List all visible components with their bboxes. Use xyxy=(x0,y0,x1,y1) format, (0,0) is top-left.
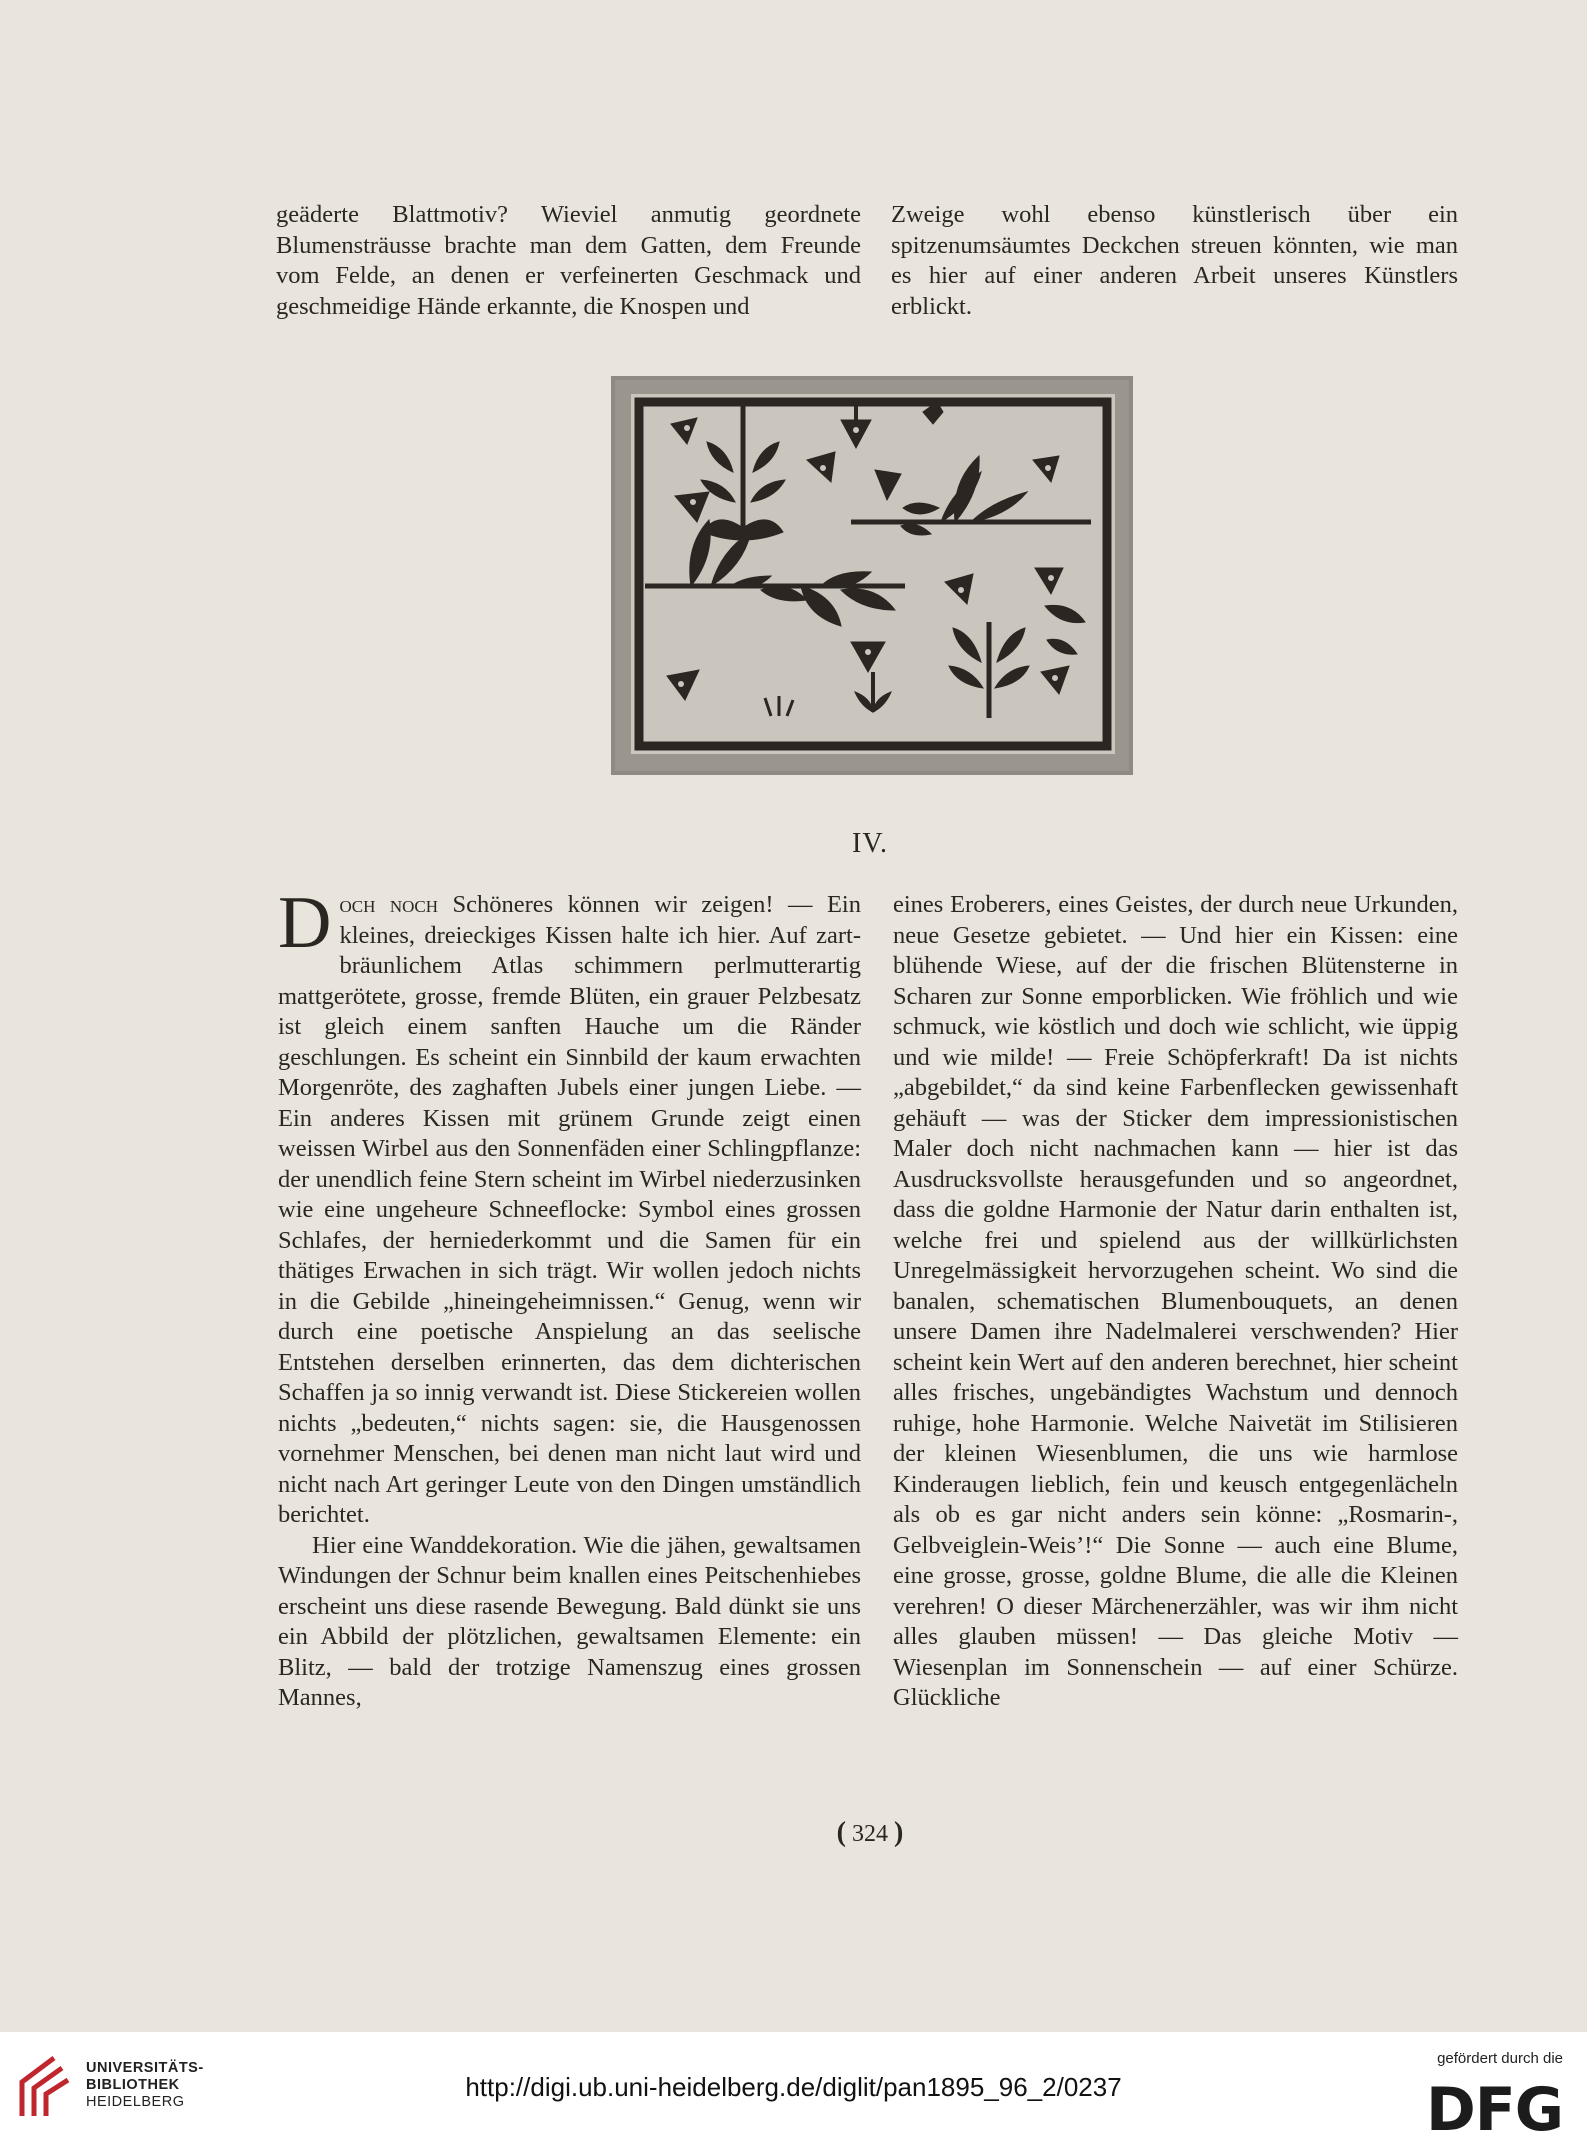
library-name-line-1: UNIVERSITÄTS- xyxy=(86,2060,204,2076)
page-number xyxy=(0,1817,1587,1849)
page-number-open-bracket: ( xyxy=(836,1817,846,1848)
page-number-close-bracket: ) xyxy=(894,1817,904,1848)
top-right-paragraph: Zweige wohl ebenso künstlerisch über ein spitzenumsäumtes Deckchen streuen könnten, wie man es hier auf einer anderen Arbeit unseres Künstlers erblickt. xyxy=(891,201,1458,320)
library-name-line-3: HEIDELBERG xyxy=(86,2094,185,2110)
document-url-link[interactable]: http://digi.ub.uni-heidelberg.de/diglit/pan1895_96_2/0237 xyxy=(465,2072,1122,2102)
top-left-paragraph: geäderte Blattmotiv? Wieviel anmutig geordnete Blumensträusse brachte man dem Gatten, dem Freunde vom Felde, an denen er verfeinerten Geschmack und geschmeidige Hände erkannte, die Knospen und xyxy=(276,201,861,320)
section-number: IV. xyxy=(852,828,888,859)
embroidery-illustration xyxy=(611,376,1133,775)
body-right-paragraph: eines Eroberers, eines Geistes, der durch neue Urkunden, neue Gesetze gebietet. — Und hier ein Kissen: eine blühende Wiese, auf der die frischen Blütensterne in Scharen zur Sonne emporblicken. Wie fröhlich und wie schmuck, wie köstlich und doch wie schlicht, wie üppig und wie milde! — Freie Schöpferkraft! Da ist nichts „abgebildet,“ da sind keine Farbenflecken gewissenhaft gehäuft — was der Sticker dem impressionistischen Maler doch nicht nachmachen kann — hier ist das Ausdrucksvollste herausgefunden und so angeordnet, dass die goldne Harmonie der Natur darin enthalten ist, welche frei und spielend aus der willkürlichsten Unregelmässigkeit hervorzugehen scheint. Wo sind die banalen, schematischen Blumenbouquets, an denen unsere Damen ihre Nadelmalerei verschwenden? Hier scheint kein Wert auf den anderen berechnet, hier scheint alles frisches, ungebändigtes Wachstum und dennoch ruhige, hohe Harmonie. Welche Naivetät im Stilisieren der kleinen Wiesenblumen, die uns wie harmlose Kinderaugen lieblich, fein und keusch entgegenlächeln als ob es gar nicht anders sein könne: „Rosmarin-, Gelbveiglein-Weis’!“ Die Sonne — auch eine Blume, eine grosse, grosse, goldne Blume, die alle die Kleinen verehren! O dieser Märchenerzähler, was wir ihm nicht alles glauben müssen! — Das gleiche Motiv — Wiesenplan im Sonnenschein — auf einer Schürze. Glückliche xyxy=(893,891,1458,1711)
body-right-column xyxy=(893,890,1458,1714)
dfg-logo[interactable]: DFG xyxy=(1425,2075,1563,2145)
opening-smallcaps: och noch xyxy=(339,891,438,918)
digitization-footer xyxy=(0,2032,1587,2147)
embroidery-figure xyxy=(611,376,1133,775)
paragraph-1-text: Schöneres können wir zeigen! — Ein kleines, dreieckiges Kissen halte ich hier. Auf zart-bräunlichem Atlas schimmern perlmutterartig mattgerötete, grosse, fremde Blüten, ein grauer Pelzbesatz ist gleich einem sanften Hauche um die Ränder geschlungen. Es scheint ein Sinnbild der kaum erwachten Morgenröte, des zaghaften Jubels einer jungen Liebe. — Ein anderes Kissen mit grünem Grunde zeigt einen weissen Wirbel aus den Sonnenfäden einer Schlingpflanze: der unendlich feine Stern scheint im Wirbel niederzusinken wie eine ungeheure Schneeflocke: Symbol eines grossen Schlafes, der herniederkommt und die Samen für ein thätiges Erwachen in sich trägt. Wir wollen jedoch nichts in die Gebilde „hineingeheimnissen.“ Genug, wenn wir durch eine poetische Anspielung an das seelische Entstehen derselben erinnerten, das dem dichterischen Schaffen ja so innig verwandt ist. Diese Stickereien wollen nichts „bedeuten,“ nichts sagen: sie, die Hausgenossen vornehmer Menschen, bei denen man nicht laut wird und nicht nach Art geringer Leute von den Dingen umständlich berichtet. xyxy=(278,891,861,1528)
body-left-paragraph-1 xyxy=(278,882,861,1531)
page-number-value: 324 xyxy=(852,1821,888,1847)
body-left-paragraph-2: Hier eine Wanddekoration. Wie die jähen, gewaltsamen Windungen der Schnur beim knallen eines Peitschenhiebes erscheint uns diese rasende Bewegung. Bald dünkt sie uns ein Abbild der plötzlichen, gewaltsamen Elemente: ein Blitz, — bald der trotzige Namenszug eines grossen Mannes, xyxy=(278,1531,861,1711)
library-name-line-2: BIBLIOTHEK xyxy=(86,2077,180,2093)
drop-cap: D xyxy=(278,882,332,964)
top-left-column xyxy=(276,200,861,322)
funded-by-label: gefördert durch die xyxy=(1437,2050,1563,2067)
top-right-column xyxy=(891,200,1458,322)
body-left-column xyxy=(278,882,861,1714)
